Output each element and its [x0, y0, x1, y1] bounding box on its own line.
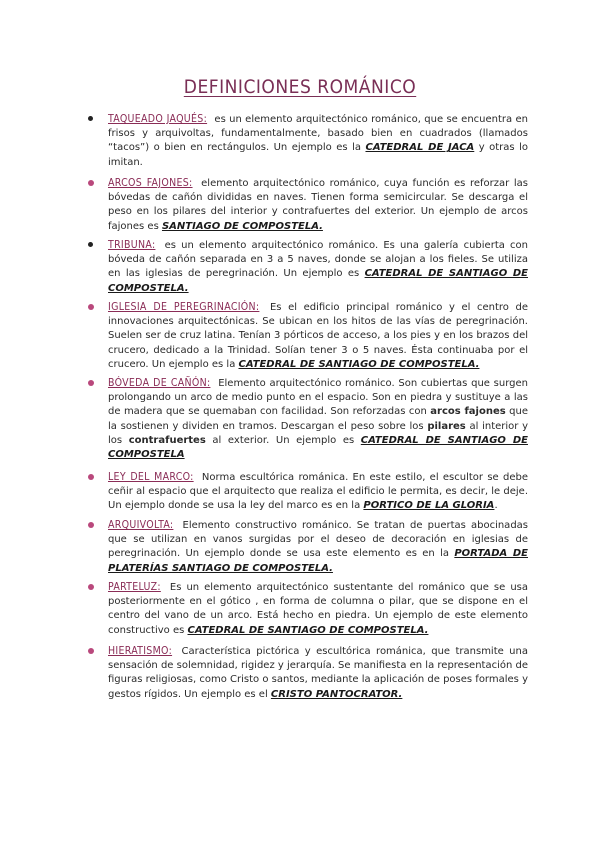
definition-term: TAQUEADO JAQUÉS: — [108, 113, 208, 125]
example-link: PORTADA DE PLATERÍAS SANTIAGO DE COMPOSTELA. — [108, 548, 528, 574]
bullet-icon — [88, 304, 94, 310]
page-title: DEFINICIONES ROMÁNICO — [183, 76, 417, 98]
definition-term: IGLESIA DE PEREGRINACIÓN: — [108, 301, 260, 313]
example-link: CATEDRAL DE SANTIAGO DE COMPOSTELA. — [108, 268, 528, 294]
example-link: CATEDRAL DE JACA — [365, 142, 475, 154]
list-item — [108, 176, 528, 234]
example-link: PORTICO DE LA GLORIA — [363, 500, 495, 512]
list-item — [108, 470, 528, 514]
definition-text: al interior y los — [108, 420, 528, 446]
definition-text: Es un elemento arquitectónico sustentante del románico que se usa posteriormente en el gótico , en forma de columna o pilar, que se dispone en el centro del vano de un arco. Está hecho en piedra. Un ejemplo de este elemento constructivo es — [108, 582, 528, 636]
definition-term: LEY DEL MARCO: — [108, 471, 194, 483]
list-item — [108, 376, 528, 462]
definition-text: elemento arquitectónico románico, cuya función es reforzar las bóvedas de cañón divididas en naves. Tienen forma semicircular. Se descarga el peso en los pilares del interior y contrafuertes del exterior. Un ejemplo de arcos fajones es — [108, 178, 529, 232]
definition-text: es un elemento arquitectónico románico. Es una galería cubierta con bóveda de cañón separada en 3 a 5 naves, donde se alojan a los fieles. Se utiliza en las iglesias de peregrinación. Un ejemplo es — [108, 240, 528, 280]
definition-text: Es el edificio principal románico y el centro de innovaciones arquitectónicas. Se ubican en los hitos de las vías de peregrinación. Suelen ser de cruz latina. Tenían 3 pórticos de acceso, a los pies y en los brazos del crucero, dedicado a la Trinidad. Solían tener 3 o 5 naves. Ésta continuaba por el crucero. Un ejemplo es la — [108, 302, 528, 370]
definition-text: es un elemento arquitectónico románico, que se encuentra en frisos y arquivoltas, fundamentalmente, basado bien en cuadrados (llamados “tacos”) o bien en rectángulos. Un ejemplo es la — [108, 114, 529, 154]
definition-term: PARTELUZ: — [108, 581, 161, 593]
definition-text: que la sostienen y dividen en tramos. Descargan el peso sobre los — [108, 406, 528, 432]
bold-term: pilares — [427, 420, 466, 432]
definition-text: Elemento constructivo románico. Se tratan de puertas abocinadas que se utilizan en vanos surgidas por el deseo de decoración en iglesias de peregrinación. Un ejemplo donde se usa este elemento es en la — [108, 520, 528, 560]
list-item — [108, 112, 528, 170]
bullet-icon — [88, 180, 94, 186]
example-link: CATEDRAL DE SANTIAGO DE COMPOSTELA. — [187, 624, 429, 636]
example-link: CATEDRAL DE SANTIAGO DE COMPOSTELA — [108, 434, 528, 461]
bold-term: contrafuertes — [128, 434, 206, 446]
definition-term: ARCOS FAJONES: — [108, 177, 193, 189]
definition-term: BÓVEDA DE CAÑÓN: — [108, 377, 211, 389]
bullet-icon — [88, 116, 93, 121]
list-item — [108, 580, 528, 638]
bullet-icon — [88, 380, 94, 386]
list-item — [108, 518, 528, 576]
definition-text: Característica pictórica y escultórica románica, que transmite una sensación de solemnidad, rigidez y jerarquía. Se manifiesta en la representación de figuras religiosas, como Cristo o santos, mediante la aplicación de poses formales y gestos rígidos. Un ejemplo es el — [108, 646, 528, 700]
definition-term: TRIBUNA: — [108, 239, 156, 251]
bullet-icon — [88, 242, 93, 247]
bullet-icon — [88, 648, 94, 654]
bullet-icon — [88, 522, 94, 528]
list-item — [108, 238, 528, 296]
list-item — [108, 644, 528, 702]
definition-text-end: . — [494, 500, 498, 512]
example-link: CRISTO PANTOCRATOR. — [270, 688, 403, 700]
definition-term: HIERATISMO: — [108, 645, 173, 657]
definition-text: al exterior. Un ejemplo es — [205, 434, 361, 446]
definition-text-end: y otras lo imitan. — [108, 142, 528, 168]
example-link: SANTIAGO DE COMPOSTELA. — [161, 220, 323, 232]
definition-term: ARQUIVOLTA: — [108, 519, 174, 531]
bullet-icon — [88, 474, 94, 480]
example-link: CATEDRAL DE SANTIAGO DE COMPOSTELA. — [238, 358, 480, 370]
list-item — [108, 300, 528, 372]
definition-text: Elemento arquitectónico románico. Son cubiertas que surgen prolongando un arco de medio punto en el espacio. Son en piedra y sustituye a las de madera que se quemaban con facilidad. Son reforzadas con — [108, 378, 528, 418]
bold-term: arcos fajones — [430, 406, 506, 418]
bullet-icon — [88, 584, 94, 590]
definition-text: Norma escultórica románica. En este estilo, el escultor se debe ceñir al espacio que el arquitecto que realiza el edificio le permita, es decir, le deje. Un ejemplo donde se usa la ley del marco es en la — [108, 472, 528, 512]
